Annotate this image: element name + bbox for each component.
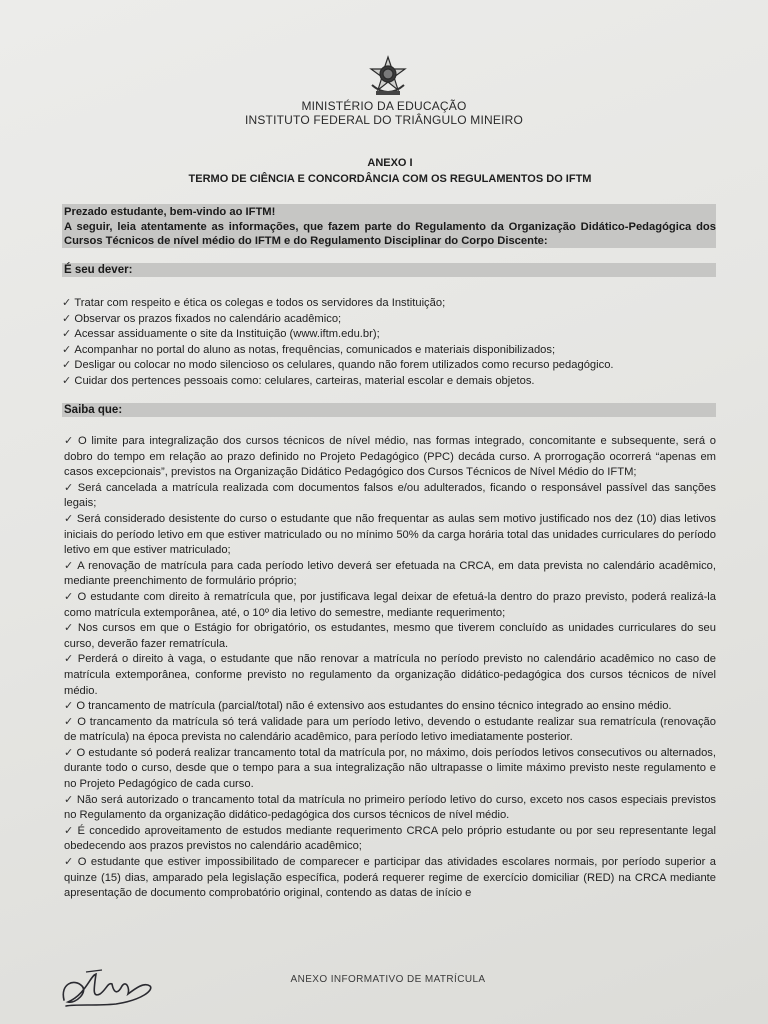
check-icon: ✓ <box>64 653 75 666</box>
intro-greeting: Prezado estudante, bem-vindo ao IFTM! <box>64 206 276 218</box>
list-item: ✓ Será considerado desistente do curso o estudante que não frequentar as aulas sem motivo justificado nos dez (10) dias letivos iniciais do período letivo em que estiver matriculado ou no mínimo 50% da carga horária total das unidades curriculares do período letivo em que estiver matriculado; <box>64 512 717 557</box>
footer-label: ANEXO INFORMATIVO DE MATRÍCULA <box>290 974 486 985</box>
institute-name: INSTITUTO FEDERAL DO TRIÂNGULO MINEIRO <box>244 113 524 127</box>
list-item: ✓ O trancamento de matrícula (parcial/total) não é extensivo aos estudantes do ensino técnico integrado ao ensino médio. <box>64 700 672 713</box>
know-list <box>64 434 716 902</box>
check-icon: ✓ <box>64 622 75 635</box>
check-icon: ✓ <box>64 793 74 806</box>
check-icon: ✓ <box>62 343 72 356</box>
list-item: ✓ Observar os prazos fixados no calendário acadêmico; <box>62 312 342 325</box>
check-icon: ✓ <box>64 700 74 713</box>
check-icon: ✓ <box>64 715 75 728</box>
list-item: ✓ Não será autorizado o trancamento total da matrícula no primeiro período letivo do curso, exceto nos casos especiais previstos no Regulamento da organização didático-pedagógica dos cursos técnicos de nível médio. <box>64 793 717 822</box>
list-item: ✓ É concedido aproveitamento de estudos mediante requerimento CRCA pelo próprio estudante ou por seu representante legal obedecendo aos prazos previstos no calendário acadêmico; <box>64 824 716 853</box>
check-icon: ✓ <box>64 559 75 572</box>
check-icon: ✓ <box>64 435 75 447</box>
brazil-coat-of-arms-icon <box>366 55 410 99</box>
list-item: ✓ A renovação de matrícula para cada período letivo deverá ser efetuada na CRCA, em data prevista no calendário acadêmico, mediante preenchimento de formulário próprio; <box>64 559 717 588</box>
check-icon: ✓ <box>64 481 75 494</box>
list-item: ✓ Nos cursos em que o Estágio for obrigatório, os estudantes, mesmo que tiverem concluído as unidades curriculares do seu curso, deverão fazer rematrícula. <box>64 622 716 650</box>
list-item: ✓ Será cancelada a matrícula realizada com documentos falsos e/ou adulterados, ficando o responsável passível das sanções legais; <box>64 481 716 510</box>
list-item: ✓ Desligar ou colocar no modo silencioso os celulares, quando não forem utilizados como recurso pedagógico. <box>62 359 614 372</box>
handwritten-signature-icon <box>56 964 156 1010</box>
check-icon: ✓ <box>64 590 75 603</box>
list-item: ✓ Cuidar dos pertences pessoais como: celulares, carteiras, material escolar e demais objetos. <box>62 374 535 387</box>
check-icon: ✓ <box>62 328 72 341</box>
list-item: ✓ Acompanhar no portal do aluno as notas, frequências, comunicados e materiais disponibilizados; <box>62 343 556 356</box>
check-icon: ✓ <box>64 856 75 869</box>
duties-heading: É seu dever: <box>64 264 133 276</box>
know-heading-bar <box>62 403 716 417</box>
list-item: ✓ O limite para integralização dos cursos técnicos de nível médio, nas formas integrado, concomitante e subsequente, será o dobro do tempo em relação ao prazo definido no Projeto Pedagógico (PPC) decáda curso. A prorrogação ocorrerá “apenas em casos excepcionais”, previstos na Organização Didático Pedagógico dos Cursos Técnicos de Nível Médio do IFTM; <box>64 435 716 479</box>
list-item: ✓ O trancamento da matrícula só terá validade para um período letivo, devendo o estudante realizar sua rematrícula (renovação de matrícula) na época prevista no calendário acadêmico, para período letivo imediatamente posterior. <box>64 715 716 744</box>
list-item: ✓ Tratar com respeito e ética os colegas e todos os servidores da Instituição; <box>62 297 446 309</box>
intro-paragraph: A seguir, leia atentamente as informações, que fazem parte do Regulamento da Organização Didático-Pedagógica dos Cursos Técnicos de nível médio do IFTM e do Regulamento Disciplinar do Corpo Discente: <box>64 220 716 247</box>
check-icon: ✓ <box>62 359 72 372</box>
list-item: ✓ O estudante que estiver impossibilitado de comparecer e participar das atividades escolares normais, por período superior a quinze (15) dias, amparado pela legislação específica, poderá requerer regime de exercício domiciliar (RED) na CRCA mediante apresentação de documento comprobatório original, contendo as datas de início e <box>64 856 716 900</box>
duties-heading-bar <box>62 263 716 277</box>
list-item: ✓ Acessar assiduamente o site da Instituição (www.iftm.edu.br); <box>62 328 380 341</box>
list-item: ✓ O estudante com direito à rematrícula que, por justificava legal deixar de efetuá-la dentro do prazo previsto, poderá realizá-la como matrícula extemporânea, até, o 10º dia letivo do semestre, mediante requerimento; <box>64 590 717 619</box>
check-icon: ✓ <box>62 374 72 387</box>
ministry-name: MINISTÉRIO DA EDUCAÇÃO <box>301 99 467 113</box>
intro-block <box>64 205 716 249</box>
check-icon: ✓ <box>62 297 72 309</box>
check-icon: ✓ <box>64 512 74 525</box>
check-icon: ✓ <box>64 824 75 837</box>
check-icon: ✓ <box>62 312 72 325</box>
list-item: ✓ Perderá o direito à vaga, o estudante que não renovar a matrícula no período previsto no calendário acadêmico no caso de matrícula extemporânea, conforme previsto no regulamento da organização didático-pedagógica dos cursos técnicos de nível médio. <box>64 653 717 697</box>
check-icon: ✓ <box>64 746 74 759</box>
know-heading: Saiba que: <box>64 404 123 416</box>
duties-list <box>62 296 722 390</box>
annex-number: ANEXO I <box>367 157 413 169</box>
list-item: ✓ O estudante só poderá realizar trancamento total da matrícula por, no máximo, dois períodos letivos consecutivos ou alternados, durante todo o curso, desde que o tempo para a sua integralização não ultrapasse o limite máximo previsto neste regulamento e no Projeto Pedagógico de cada curso. <box>64 746 716 791</box>
annex-title: TERMO DE CIÊNCIA E CONCORDÂNCIA COM OS REGULAMENTOS DO IFTM <box>188 173 592 185</box>
